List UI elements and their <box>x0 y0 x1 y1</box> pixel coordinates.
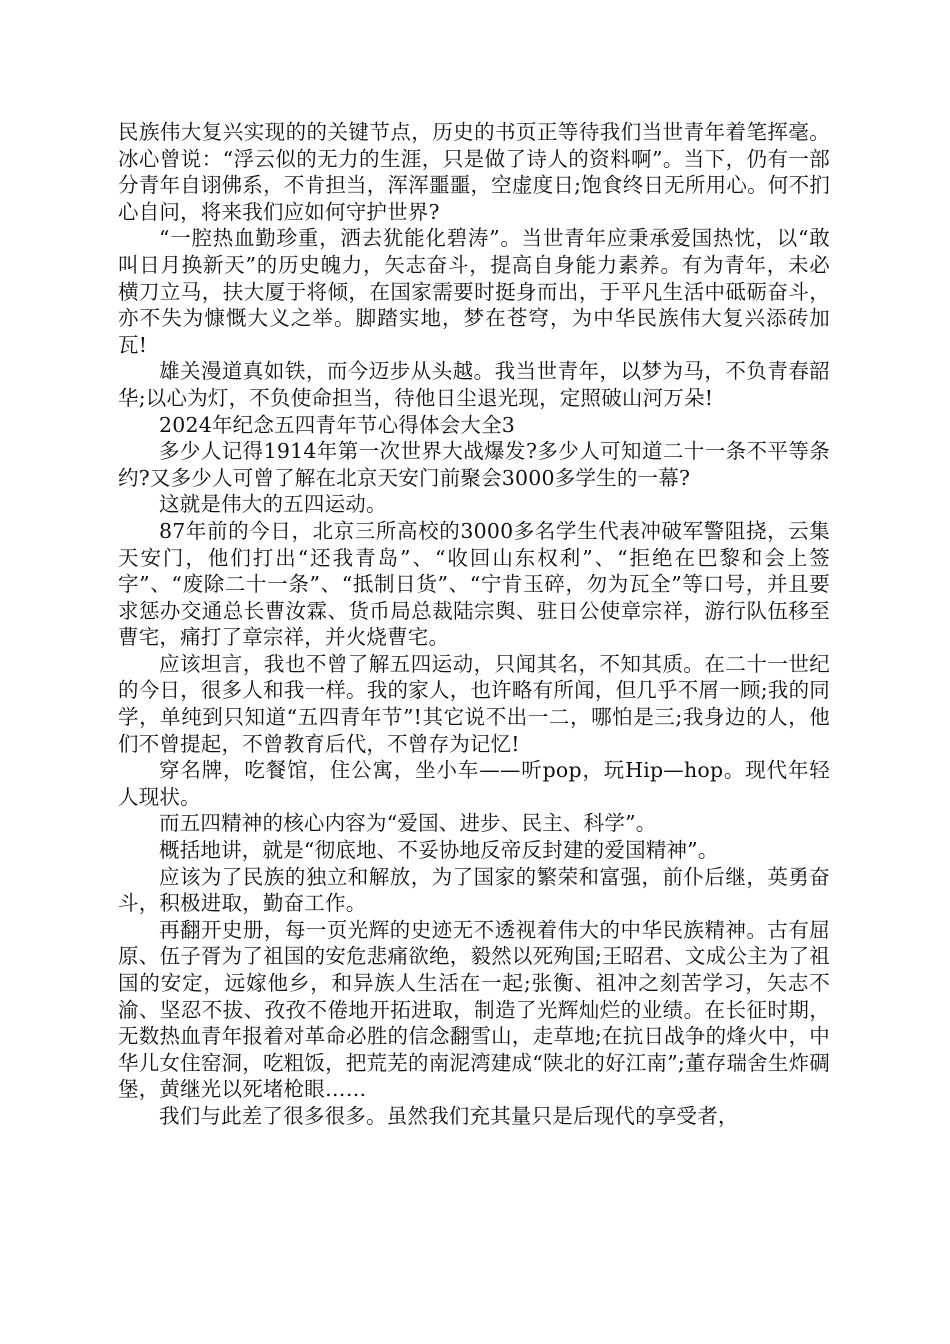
paragraph: 雄关漫道真如铁，而今迈步从头越。我当世青年，以梦为马，不负青春韶华;以心为灯，不负使命担当，待他日尘退光现，定照破山河万朵! <box>118 359 830 410</box>
paragraph: 我们与此差了很多很多。虽然我们充其量只是后现代的享受者， <box>159 1103 739 1128</box>
paragraph: 应该坦言，我也不曾了解五四运动，只闻其名，不知其质。在二十一世纪的今日，很多人和我一样。我的家人，也许略有所闻，但几乎不屑一顾;我的同学，单纯到只知道“五四青年节”!其它说不出一二，哪怕是三;我身边的人，他们不曾提起，不曾教育后代，不曾存为记忆! <box>118 651 830 756</box>
paragraph: 穿名牌，吃餐馆，住公寓，坐小车——听pop，玩Hip—hop。现代年轻人现状。 <box>118 758 830 809</box>
section-heading: 2024年纪念五四青年节心得体会大全3 <box>159 412 516 437</box>
paragraph: 多少人记得1914年第一次世界大战爆发?多少人可知道二十一条不平等条约?又多少人可曾了解在北京天安门前聚会3000多学生的一幕? <box>118 439 830 490</box>
paragraph: 87年前的今日，北京三所高校的3000多名学生代表冲破军警阻挠，云集天安门，他们打出“还我青岛”、“收回山东权利”、“拒绝在巴黎和会上签字”、“废除二十一条”、“抵制日货”、“宁肯玉碎，勿为瓦全”等口号，并且要求惩办交通总长曹汝霖、货币局总裁陆宗舆、驻日公使章宗祥，游行队伍移至曹宅，痛打了章宗祥，并火烧曹宅。 <box>118 518 830 650</box>
paragraph: 这就是伟大的五四运动。 <box>159 492 387 517</box>
paragraph: 应该为了民族的独立和解放，为了国家的繁荣和富强，前仆后继，英勇奋斗，积极进取，勤奋工作。 <box>118 864 830 916</box>
paragraph: “一腔热血勤珍重，洒去犹能化碧涛”。当世青年应秉承爱国热忱，以“敢叫日月换新天”的历史魄力，矢志奋斗，提高自身能力素养。有为青年，未必横刀立马，扶大厦于将倾，在国家需要时挺身而出，于平凡生活中砥砺奋斗，亦不失为慷慨大义之举。脚踏实地，梦在苍穹，为中华民族伟大复兴添砖加瓦! <box>118 226 830 357</box>
paragraph: 概括地讲，就是“彻底地、不妥协地反帝反封建的爱国精神”。 <box>159 838 719 863</box>
paragraph-continuation: 民族伟大复兴实现的的关键节点，历史的书页正等待我们当世青年着笔挥毫。冰心曾说：“浮云似的无力的生涯，只是做了诗人的资料啊”。当下，仍有一部分青年自诩佛系，不肯担当，浑浑噩噩，空虚度日;饱食终日无所用心。何不扪心自问，将来我们应如何守护世界? <box>118 120 830 224</box>
paragraph: 再翻开史册，每一页光辉的史迹无不透视着伟大的中华民族精神。古有屈原、伍子胥为了祖国的安危悲痛欲绝，毅然以死殉国;王昭君、文成公主为了祖国的安定，远嫁他乡，和异族人生活在一起;张衡、祖冲之刻苦学习，矢志不渝、坚忍不拔、孜孜不倦地开拓进取，制造了光辉灿烂的业绩。在长征时期，无数热血青年报着对革命必胜的信念翻雪山，走草地;在抗日战争的烽火中，中华儿女住窑洞，吃粗饭，把荒芜的南泥湾建成“陕北的好江南”;董存瑞舍生炸碉堡，黄继光以死堵枪眼…… <box>118 917 830 1102</box>
paragraph: 而五四精神的核心内容为“爱国、进步、民主、科学”。 <box>159 811 657 836</box>
document-body <box>118 119 830 1130</box>
